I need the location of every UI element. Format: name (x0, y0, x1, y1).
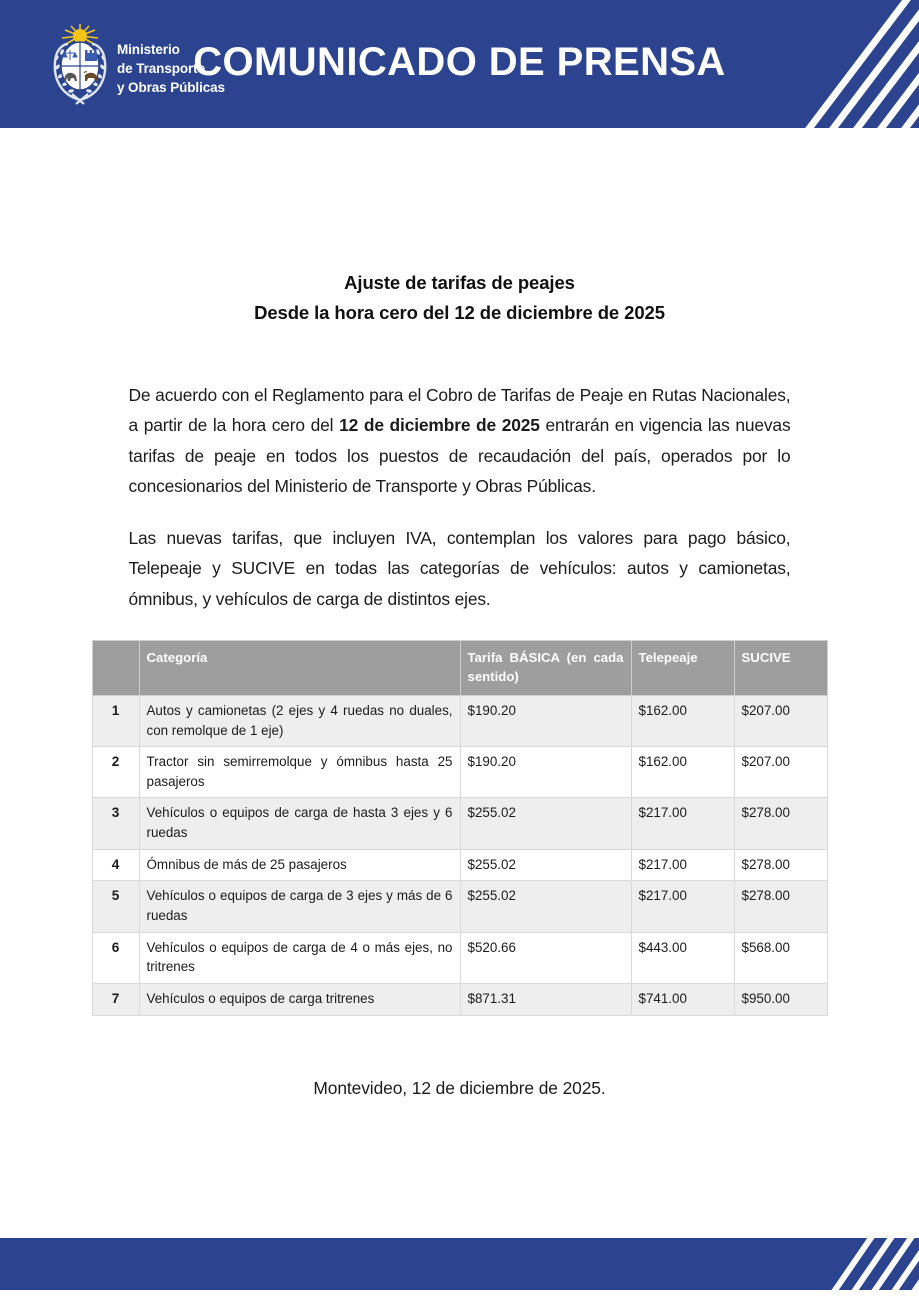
footer-banner (0, 1238, 919, 1290)
signoff-line: Montevideo, 12 de diciembre de 2025. (313, 1077, 606, 1098)
cell-tarifa-basica: $255.02 (460, 798, 631, 849)
cell-telepeaje: $162.00 (631, 747, 734, 798)
ministry-line-1: Ministerio (117, 42, 180, 57)
table-row (92, 881, 827, 932)
headline-line-2: Desde la hora cero del 12 de diciembre de 2025 (254, 301, 665, 323)
cell-tarifa-basica: $190.20 (460, 747, 631, 798)
cell-index: 4 (92, 849, 139, 881)
diagonal-stripes-decoration (759, 0, 919, 128)
diagonal-stripes-decoration (779, 1238, 919, 1290)
paragraph-2: Las nuevas tarifas, que incluyen IVA, contemplan los valores para pago básico, Telepeaje y SUCIVE en todas las categorías de vehículos: autos y camionetas, ómnibus, y vehículos de carga de distintos ejes. (128, 528, 791, 609)
column-header-categoria: Categoría (139, 640, 460, 695)
document-body (0, 128, 919, 1099)
paragraph-1-text-b: entrarán en vigencia las nuevas tarifas de peaje en todos los puestos de recaudación del país, operados por lo concesionarios del Ministerio de Transporte y Obras Públicas. (128, 415, 791, 496)
paragraph-1 (129, 380, 791, 501)
cell-telepeaje: $162.00 (631, 696, 734, 747)
column-header-tarifa-basica: Tarifa BÁSICA (en cada sentido) (460, 640, 631, 695)
ministry-line-2: de Transporte (117, 61, 205, 77)
column-header-sucive: SUCIVE (734, 640, 827, 695)
tariff-table (92, 640, 828, 1016)
effective-date-bold: 12 de diciembre de 2025 (339, 415, 540, 436)
cell-categoria: Vehículos o equipos de carga de 4 o más ejes, no tritrenes (139, 932, 460, 983)
cell-sucive: $207.00 (734, 696, 827, 747)
cell-categoria: Autos y camionetas (2 ejes y 4 ruedas no duales, con remolque de 1 eje) (139, 696, 460, 747)
cell-index: 6 (92, 932, 139, 983)
table-header-row (92, 640, 827, 695)
cell-telepeaje: $217.00 (631, 849, 734, 881)
table-row (92, 696, 827, 747)
cell-categoria: Tractor sin semirremolque y ómnibus hasta 25 pasajeros (139, 747, 460, 798)
cell-index: 5 (92, 881, 139, 932)
cell-telepeaje: $443.00 (631, 932, 734, 983)
headline-line-1: Ajuste de tarifas de peajes (344, 272, 575, 293)
cell-index: 2 (92, 747, 139, 798)
page-title: COMUNICADO DE PRENSA (193, 40, 726, 84)
table-row (92, 798, 827, 849)
paragraph-1-text-a: De acuerdo con el Reglamento para el Cobro de Tarifas de Peaje en Rutas Nacionales, a partir de la hora cero del (128, 384, 791, 436)
table-row (92, 932, 827, 983)
cell-categoria: Vehículos o equipos de carga de hasta 3 ejes y 6 ruedas (139, 798, 460, 849)
cell-categoria: Vehículos o equipos de carga de 3 ejes y más de 6 ruedas (139, 881, 460, 932)
cell-index: 1 (92, 696, 139, 747)
tariff-table-head (92, 640, 827, 695)
cell-tarifa-basica: $190.20 (460, 696, 631, 747)
cell-sucive: $568.00 (734, 932, 827, 983)
cell-sucive: $278.00 (734, 881, 827, 932)
cell-categoria: Ómnibus de más de 25 pasajeros (139, 849, 460, 881)
cell-tarifa-basica: $871.31 (460, 983, 631, 1015)
cell-tarifa-basica: $520.66 (460, 932, 631, 983)
table-row (92, 849, 827, 881)
table-row (92, 983, 827, 1015)
cell-sucive: $278.00 (734, 849, 827, 881)
cell-index: 7 (92, 983, 139, 1015)
cell-tarifa-basica: $255.02 (460, 881, 631, 932)
cell-telepeaje: $217.00 (631, 881, 734, 932)
tariff-table-body (92, 696, 827, 1015)
cell-index: 3 (92, 798, 139, 849)
cell-telepeaje: $217.00 (631, 798, 734, 849)
cell-sucive: $950.00 (734, 983, 827, 1015)
column-header-telepeaje: Telepeaje (631, 640, 734, 695)
ministry-line-3: y Obras Públicas (117, 80, 225, 96)
cell-categoria: Vehículos o equipos de carga tritrenes (139, 983, 460, 1015)
column-header-index (92, 640, 139, 695)
cell-sucive: $278.00 (734, 798, 827, 849)
table-row (92, 747, 827, 798)
header-banner (0, 0, 919, 128)
cell-sucive: $207.00 (734, 747, 827, 798)
cell-tarifa-basica: $255.02 (460, 849, 631, 881)
cell-telepeaje: $741.00 (631, 983, 734, 1015)
document-headline (0, 268, 919, 328)
